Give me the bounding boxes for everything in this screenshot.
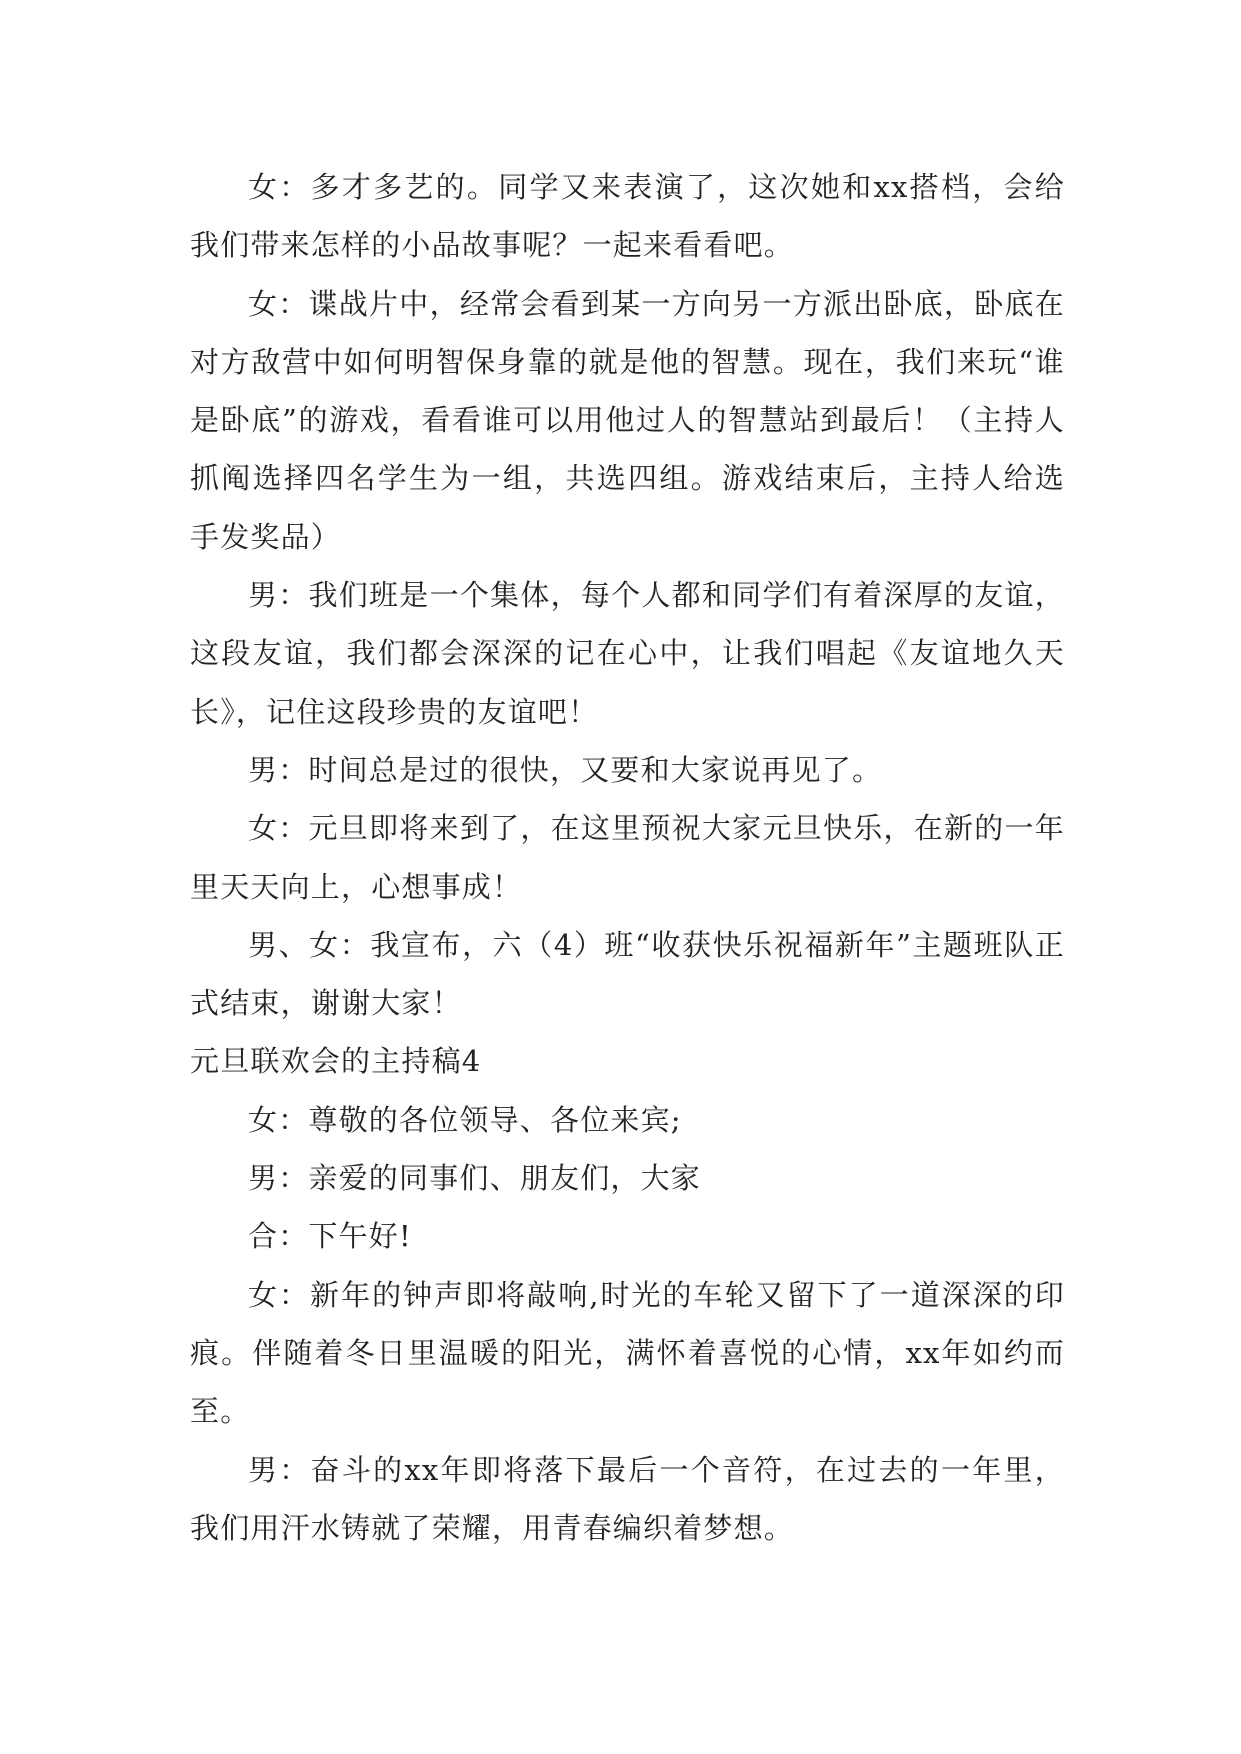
section-heading: 元旦联欢会的主持稿4 bbox=[190, 1044, 482, 1079]
paragraph: 女：谍战片中，经常会看到某一方向另一方派出卧底，卧底在对方敌营中如何明智保身靠的就是他的智慧。现在，我们来玩“谁是卧底”的游戏，看看谁可以用他过人的智慧站到最后！（主持人抓阄选择四名学生为一组，共选四组。游戏结束后，主持人给选手发奖品） bbox=[190, 286, 1065, 554]
paragraph: 女：尊敬的各位领导、各位来宾; bbox=[248, 1102, 682, 1137]
paragraph: 女：新年的钟声即将敲响,时光的车轮又留下了一道深深的印痕。伴随着冬日里温暖的阳光，满怀着喜悦的心情，xx年如约而至。 bbox=[190, 1277, 1065, 1429]
paragraph: 男：亲爱的同事们、朋友们，大家 bbox=[248, 1161, 702, 1196]
document-body bbox=[190, 158, 1065, 1557]
paragraph: 男：奋斗的xx年即将落下最后一个音符，在过去的一年里，我们用汗水铸就了荣耀，用青春编织着梦想。 bbox=[190, 1452, 1065, 1545]
paragraph: 男、女：我宣布，六（4）班“收获快乐祝福新年”主题班队正式结束，谢谢大家！ bbox=[190, 927, 1065, 1021]
paragraph: 男：时间总是过的很快，又要和大家说再见了。 bbox=[248, 752, 883, 787]
paragraph: 女：多才多艺的。同学又来表演了，这次她和xx搭档，会给我们带来怎样的小品故事呢？一起来看看吧。 bbox=[190, 170, 1065, 263]
paragraph: 男：我们班是一个集体，每个人都和同学们有着深厚的友谊，这段友谊，我们都会深深的记在心中，让我们唱起《友谊地久天长》，记住这段珍贵的友谊吧！ bbox=[190, 578, 1065, 729]
paragraph: 合：下午好! bbox=[248, 1219, 412, 1254]
paragraph: 女：元旦即将来到了，在这里预祝大家元旦快乐，在新的一年里天天向上，心想事成！ bbox=[190, 811, 1065, 904]
